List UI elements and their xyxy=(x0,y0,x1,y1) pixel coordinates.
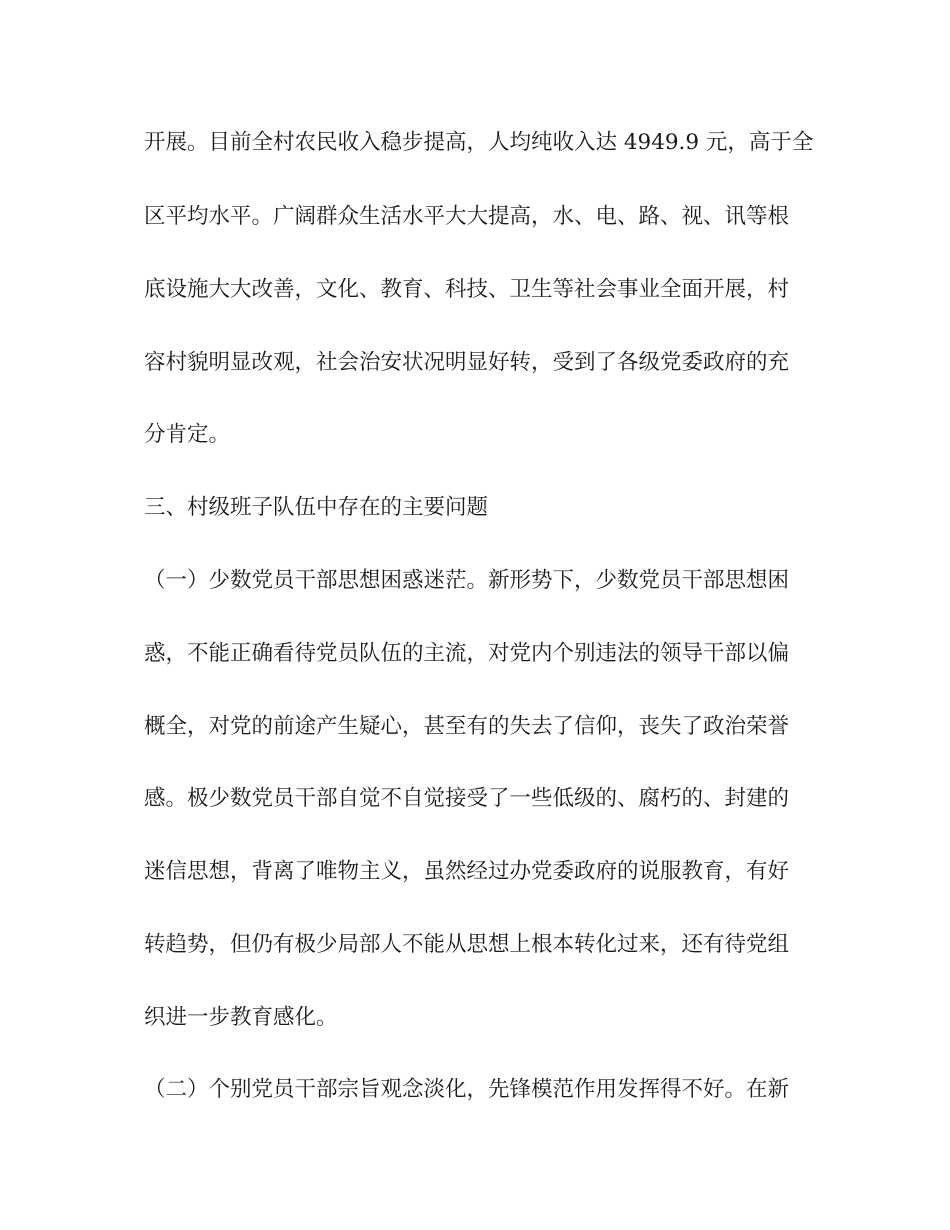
text-line: （二）个别党员干部宗旨观念淡化，先锋模范作用发挥得不好。在新 xyxy=(144,1077,790,1102)
text-line: 转趋势，但仍有极少局部人不能从思想上根本转化过来，还有待党组 xyxy=(144,932,790,957)
text-line: 迷信思想，背离了唯物主义，虽然经过办党委政府的说服教育，有好 xyxy=(144,859,790,884)
text-line: 织进一步教育感化。 xyxy=(144,1005,338,1030)
section-heading: 三、村级班子队伍中存在的主要问题 xyxy=(144,495,489,520)
text-line: 惑，不能正确看待党员队伍的主流，对党内个别违法的领导干部以偏 xyxy=(144,641,790,666)
text-line: 概全，对党的前途产生疑心，甚至有的失去了信仰，丧失了政治荣誉 xyxy=(144,714,790,739)
text-line: 分肯定。 xyxy=(144,422,231,447)
text-line: 底设施大大改善，文化、教育、科技、卫生等社会事业全面开展，村 xyxy=(144,277,790,302)
text-line: 容村貌明显改观，社会治安状况明显好转，受到了各级党委政府的充 xyxy=(144,350,790,375)
text-line: 区平均水平。广阔群众生活水平大大提高，水、电、路、视、讯等根 xyxy=(144,204,790,229)
text-line: 开展。目前全村农民收入稳步提高，人均纯收入达 4949.9 元，高于全 xyxy=(144,130,814,155)
text-line: 感。极少数党员干部自觉不自觉接受了一些低级的、腐朽的、封建的 xyxy=(144,786,790,811)
text-line: （一）少数党员干部思想困惑迷茫。新形势下，少数党员干部思想困 xyxy=(144,568,790,593)
